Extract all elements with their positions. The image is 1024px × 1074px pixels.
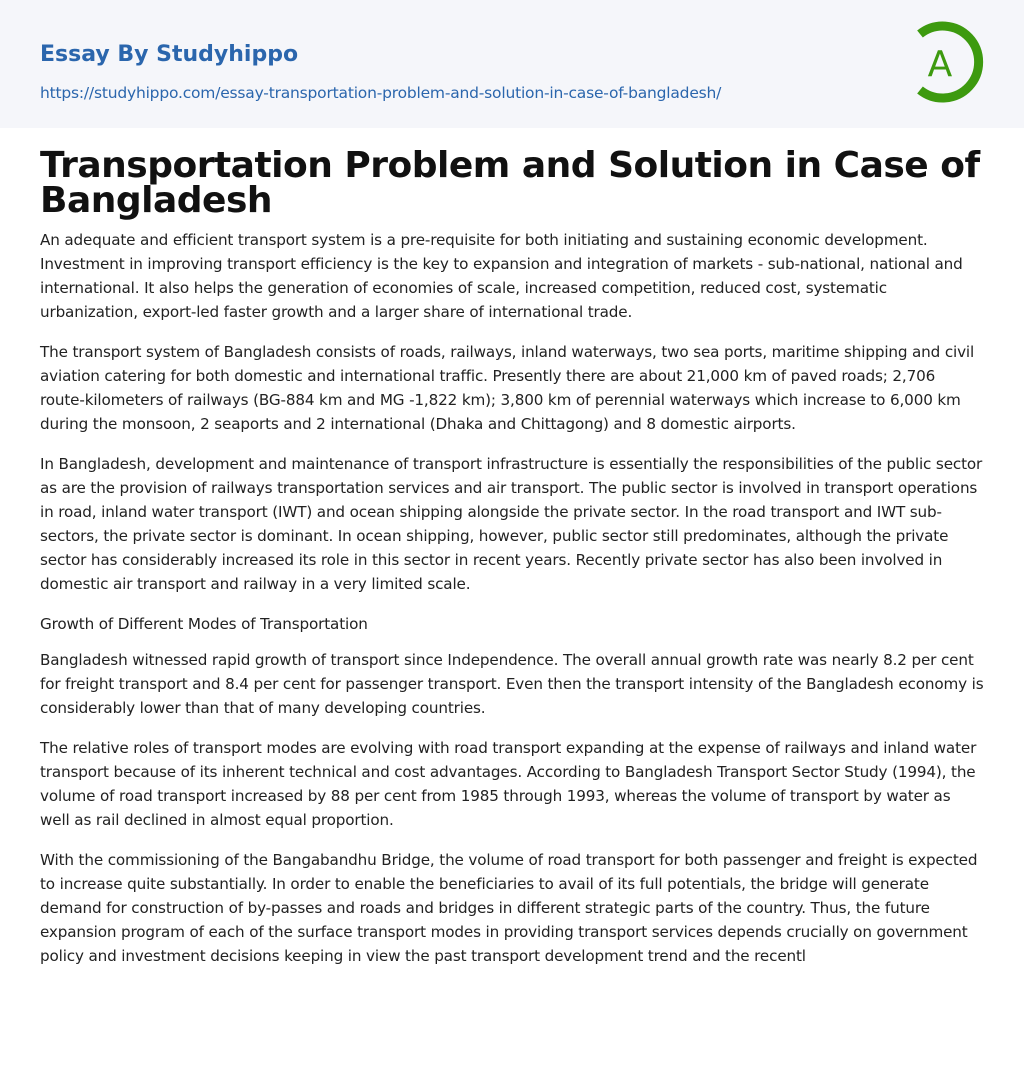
section-subheading: Growth of Different Modes of Transportation (40, 615, 368, 633)
paragraph: An adequate and efficient transport system is a pre-requisite for both initiating and sustaining economic development. Investment in improving transport efficiency is the key to expansion and integration of markets - sub-national, national and international. It also helps the generation of economies of scale, increased competition, reduced cost, systematic urbanization, export-led faster growth and a larger share of international trade. (40, 231, 963, 321)
paragraph: The transport system of Bangladesh consists of roads, railways, inland waterways, two sea ports, maritime shipping and civil aviation catering for both domestic and international traffic. Presently there are about 21,000 km of paved roads; 2,706 route-kilometers of railways (BG-884 km and MG -1,822 km); 3,800 km of perennial waterways which increase to 6,000 km during the monsoon, 2 seaports and 2 international (Dhaka and Chittagong) and 8 domestic airports. (40, 343, 975, 433)
paragraph: The relative roles of transport modes are evolving with road transport expanding at the expense of railways and inland water transport because of its inherent technical and cost advantages. According to Bangladesh Transport Sector Study (1994), the volume of road transport increased by 88 per cent from 1985 through 1993, whereas the volume of transport by water as well as rail declined in almost equal proportion. (40, 739, 977, 829)
studyhippo-logo-icon[interactable] (912, 20, 986, 104)
paragraph: Bangladesh witnessed rapid growth of transport since Independence. The overall annual growth rate was nearly 8.2 per cent for freight transport and 8.4 per cent for passenger transport. Even then the transport intensity of the Bangladesh economy is considerably lower than that of many developing countries. (40, 651, 984, 717)
paragraph: In Bangladesh, development and maintenance of transport infrastructure is essentially the responsibilities of the public sector as are the provision of railways transportation services and air transport. The public sector is involved in transport operations in road, inland water transport (IWT) and ocean shipping alongside the private sector. In the road transport and IWT sub-sectors, the private sector is dominant. In ocean shipping, however, public sector still predominates, although the private sector has considerably increased its role in this sector in recent years. Recently private sector has also been involved in domestic air transport and railway in a very limited scale. (40, 455, 983, 593)
logo-letter: A (927, 44, 953, 85)
article-title: Transportation Problem and Solution in Case of Bangladesh (40, 145, 980, 221)
article (0, 128, 1024, 968)
brand-title[interactable]: Essay By Studyhippo (40, 42, 299, 67)
paragraph: With the commissioning of the Bangabandhu Bridge, the volume of road transport for both passenger and freight is expected to increase quite substantially. In order to enable the beneficiaries to avail of its full potentials, the bridge will generate demand for construction of by-passes and roads and bridges in different strategic parts of the country. Thus, the future expansion program of each of the surface transport modes in providing transport services depends crucially on government policy and investment decisions keeping in view the past transport development trend and the recentl (40, 851, 978, 965)
site-header (0, 0, 1024, 128)
essay-url-link[interactable]: https://studyhippo.com/essay-transportation-problem-and-solution-in-case-of-bangladesh/ (40, 84, 722, 102)
